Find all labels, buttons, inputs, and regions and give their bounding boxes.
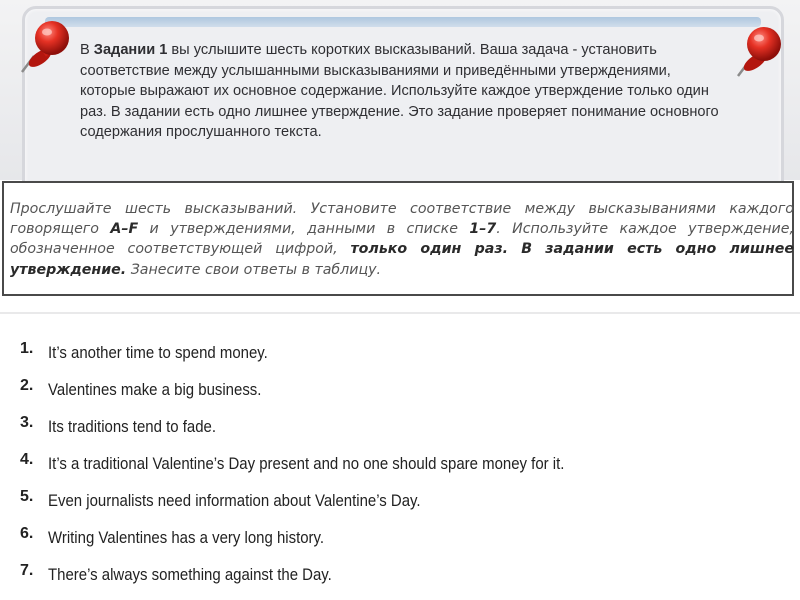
list-item	[20, 525, 780, 562]
instruction-part: Прослушайте шесть высказываний. Установите соответствие между высказываниями каждого говорящего	[10, 201, 794, 238]
statement-number: 1.	[20, 340, 34, 357]
list-item	[20, 562, 780, 599]
statement-number: 7.	[20, 562, 34, 579]
statement-text: Writing Valentines has a very long history.	[48, 528, 325, 547]
statements-range: 1–7	[469, 221, 497, 238]
instruction-part: . Используйте каждое утверждение, обозначенное соответствующей цифрой,	[10, 221, 794, 258]
statement-text: Its traditions tend to fade.	[48, 417, 216, 436]
statement-number: 4.	[20, 451, 34, 468]
speakers-range: A–F	[110, 221, 139, 238]
decorative-strip	[45, 17, 761, 27]
statement-number: 5.	[20, 488, 34, 505]
statement-text: There’s always something against the Day.	[48, 565, 332, 584]
list-item	[20, 451, 780, 488]
task-description	[80, 40, 730, 143]
statement-text: It’s a traditional Valentine’s Day present and no one should spare money for it.	[48, 454, 565, 473]
task-body: вы услышите шесть коротких высказываний. Ваша задача - установить соответствие между услышанными высказываниями и приведёнными утверждениями, которые выражают их основное содержание. Используйте каждое утверждение только один раз. В задании есть одно лишнее утверждение. Это задание проверяет понимание основного содержания прослушанного текста.	[80, 42, 719, 141]
instruction-text	[10, 199, 794, 280]
list-item	[20, 340, 780, 377]
task-number: Задании 1	[93, 42, 168, 58]
instruction-emphasis: только один раз. В задании есть одно лишнее утверждение.	[10, 241, 794, 278]
statement-text: Even journalists need information about Valentine’s Day.	[48, 491, 421, 510]
pushpin-icon	[14, 16, 74, 76]
list-item	[20, 377, 780, 414]
instruction-box	[2, 181, 794, 296]
statement-text: Valentines make a big business.	[48, 380, 262, 399]
task-intro: В	[80, 42, 94, 58]
list-item	[20, 488, 780, 525]
statement-number: 3.	[20, 414, 34, 431]
instruction-part: и утверждениями, данными в списке	[138, 221, 470, 238]
statements-list	[20, 340, 780, 599]
divider	[0, 312, 800, 314]
list-item	[20, 414, 780, 451]
instruction-part: Занесите свои ответы в таблицу.	[126, 261, 382, 278]
statement-text: It’s another time to spend money.	[48, 343, 268, 362]
statement-number: 2.	[20, 377, 34, 394]
pushpin-icon	[728, 20, 788, 80]
statement-number: 6.	[20, 525, 34, 542]
